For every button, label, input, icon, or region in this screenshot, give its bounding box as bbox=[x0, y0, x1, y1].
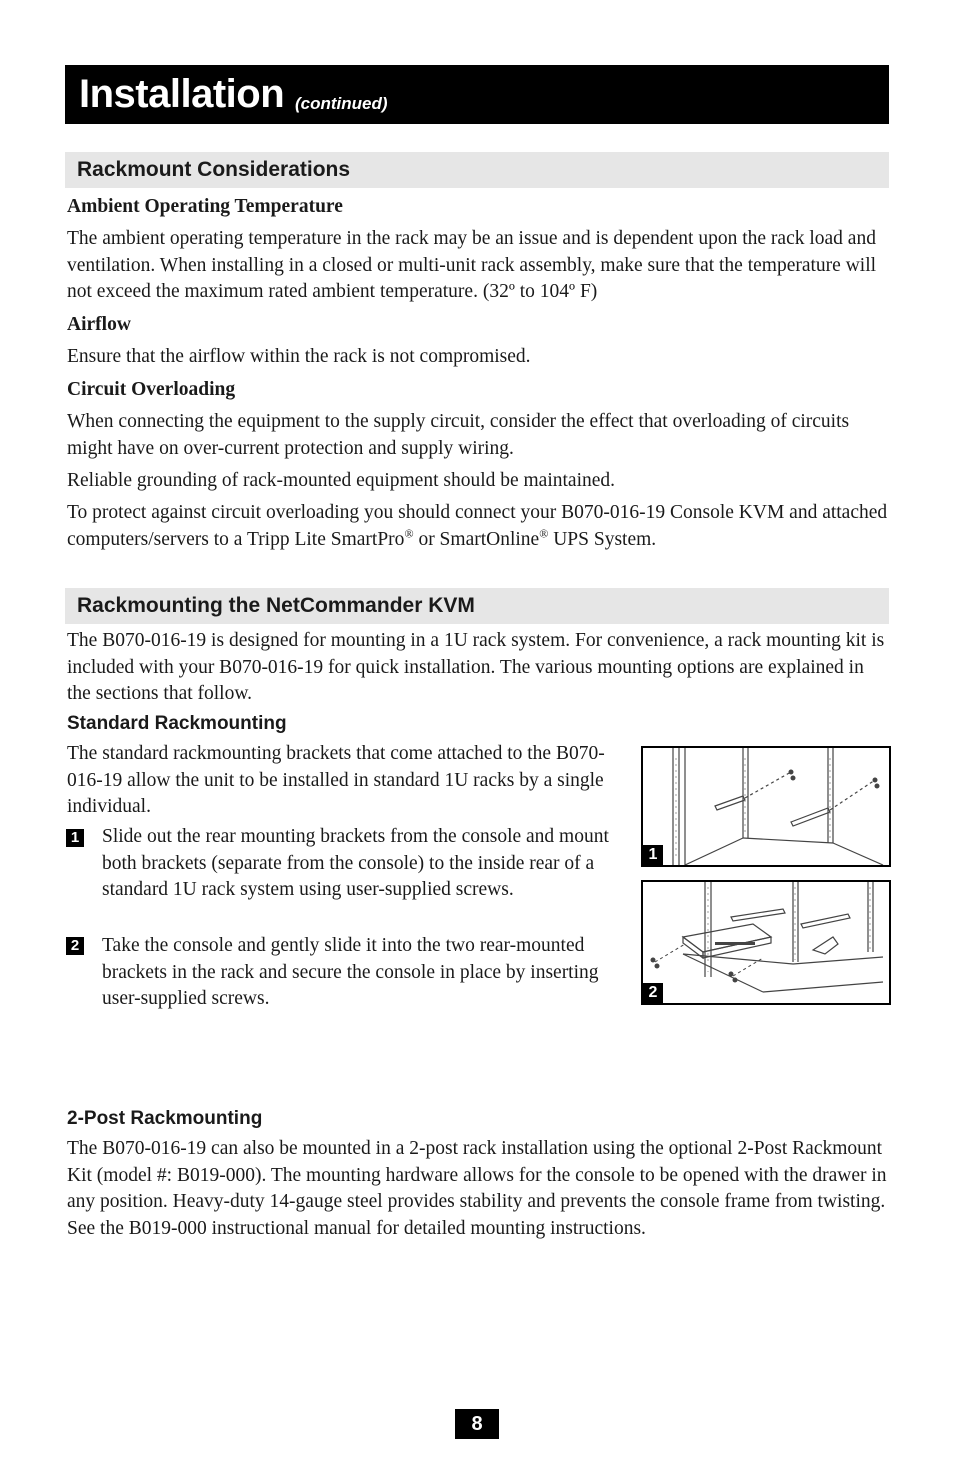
paragraph-grounding: Reliable grounding of rack-mounted equipment should be maintained. bbox=[67, 470, 616, 491]
page-number: 8 bbox=[455, 1409, 499, 1439]
step-number-badge: 1 bbox=[66, 829, 84, 847]
registered-mark: ® bbox=[539, 526, 549, 540]
rack-bracket-illustration bbox=[643, 748, 889, 865]
heading-circuit-overloading: Circuit Overloading bbox=[67, 379, 236, 400]
registered-mark: ® bbox=[404, 526, 414, 540]
heading-airflow: Airflow bbox=[67, 314, 131, 335]
paragraph-circuit-overloading: When connecting the equipment to the supply circuit, consider the effect that overloading of circuits might have on over-current protection and supply wiring. bbox=[67, 411, 850, 459]
figure-2-console-install bbox=[641, 880, 891, 1005]
step-1-text: Slide out the rear mounting brackets from the console and mount both brackets (separate from the console) to the inside rear of a standard 1U rack system using user-supplied screws. bbox=[102, 826, 609, 900]
heading-ambient-temperature: Ambient Operating Temperature bbox=[67, 196, 343, 217]
protect-text-c: UPS System. bbox=[548, 528, 657, 550]
paragraph-protect bbox=[67, 500, 889, 553]
section-title: Rackmount Considerations bbox=[77, 158, 351, 181]
protect-text-b: or SmartOnline bbox=[413, 528, 540, 550]
section-title: Rackmounting the NetCommander KVM bbox=[77, 594, 475, 617]
paragraph-rackmount-intro: The B070-016-19 is designed for mounting in a 1U rack system. For convenience, a rack mounting kit is included with your B070-016-19 for quick installation. The various mounting options are explained in the sections that follow. bbox=[67, 630, 885, 704]
page-subtitle: (continued) bbox=[295, 94, 388, 113]
paragraph-ambient-temperature: The ambient operating temperature in the rack may be an issue and is dependent upon the rack load and ventilation. When installing in a closed or multi-unit rack assembly, make sure that the temperature will not exceed the maximum rated ambient temperature. (32º to 104º F) bbox=[67, 228, 877, 302]
protect-text-a: To protect against circuit overloading you should connect your B070-016-19 Console KVM and attached computers/servers to a Tripp Lite SmartPro bbox=[67, 502, 888, 550]
step-2-text: Take the console and gently slide it into the two rear-mounted brackets in the rack and secure the console in place by inserting user-supplied screws. bbox=[102, 935, 599, 1009]
figure-label-badge: 2 bbox=[643, 983, 663, 1003]
heading-2-post-rackmounting: 2-Post Rackmounting bbox=[67, 1108, 263, 1129]
paragraph-2-post: The B070-016-19 can also be mounted in a 2-post rack installation using the optional 2-Post Rackmount Kit (model #: B019-000). The mounting hardware allows for the console to be opened with the drawer in any position. Heavy-duty 14-gauge steel provides stability and prevents the console frame from twisting. See the B019-000 instructional manual for detailed mounting instructions. bbox=[67, 1138, 887, 1239]
page-header bbox=[65, 65, 889, 124]
figure-1-rack-brackets bbox=[641, 746, 891, 867]
paragraph-airflow: Ensure that the airflow within the rack is not compromised. bbox=[67, 346, 531, 367]
section-header-rackmounting-kvm bbox=[65, 588, 889, 624]
section-header-rackmount-considerations bbox=[65, 152, 889, 188]
heading-standard-rackmounting: Standard Rackmounting bbox=[67, 713, 287, 734]
console-install-illustration bbox=[643, 882, 889, 1003]
step-number-badge: 2 bbox=[66, 937, 84, 955]
figure-label-badge: 1 bbox=[643, 845, 663, 865]
page-title: Installation bbox=[79, 72, 285, 116]
paragraph-standard-intro: The standard rackmounting brackets that come attached to the B070-016-19 allow the unit to be installed in standard 1U racks by a single individual. bbox=[67, 743, 605, 817]
